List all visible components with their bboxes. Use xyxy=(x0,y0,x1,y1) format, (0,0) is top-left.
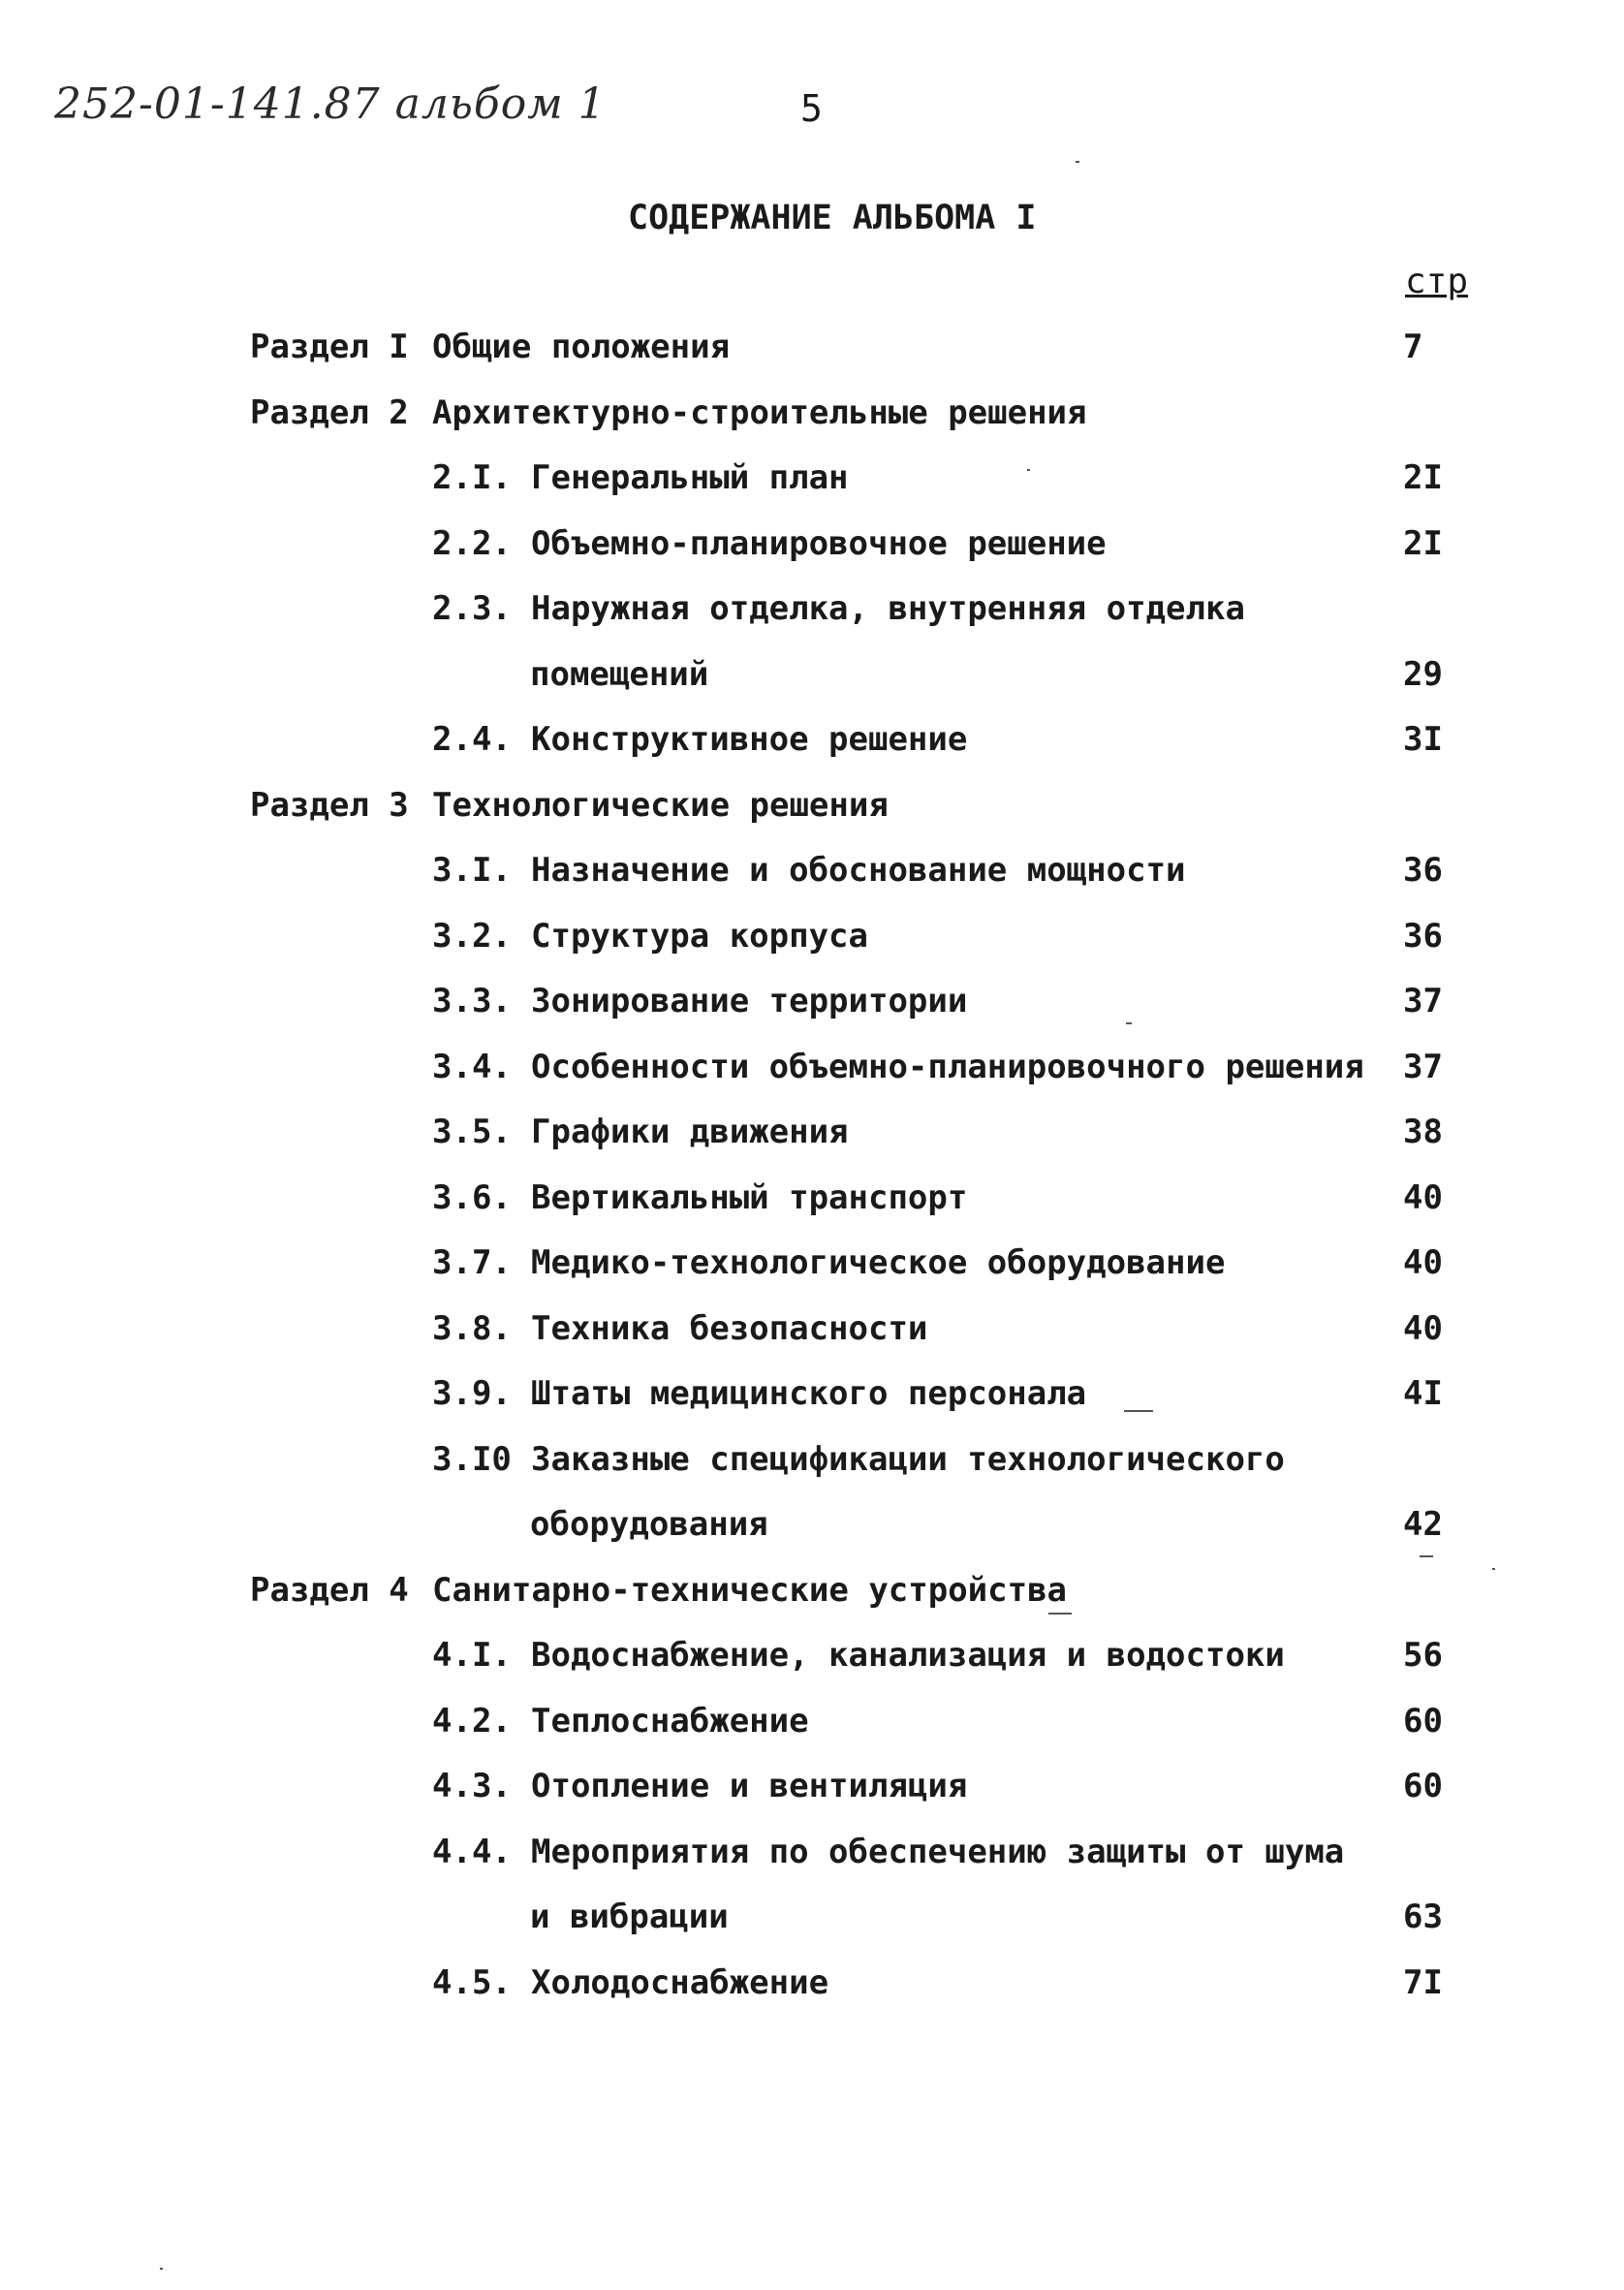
toc-item-row xyxy=(0,1178,1624,1221)
toc-item-title: Объемно-планировочное решение xyxy=(531,524,1107,563)
toc-item-row xyxy=(0,1636,1624,1678)
toc-item-title: Техника безопасности xyxy=(531,1309,928,1348)
page-number: 5 xyxy=(800,87,823,130)
toc-item-title-continued: и вибрации xyxy=(530,1898,729,1936)
toc-section-label: Раздел 2 xyxy=(250,393,409,432)
toc-section-title: Общие положения xyxy=(432,328,731,366)
toc-section-row xyxy=(0,328,1624,370)
toc-page-number: 42 xyxy=(1403,1505,1443,1544)
toc-item-title-continued: оборудования xyxy=(530,1505,768,1544)
toc-item-number: 2.3. xyxy=(432,589,512,628)
toc-page-number: 40 xyxy=(1403,1178,1443,1217)
handwritten-document-code: 252-01-141.87 альбом 1 xyxy=(54,79,607,129)
toc-page-number: 37 xyxy=(1403,982,1443,1020)
page-column-header: стр xyxy=(1405,262,1469,301)
toc-item-title: Особенности объемно-планировочного решения xyxy=(531,1048,1364,1086)
toc-item-row xyxy=(0,1113,1624,1155)
toc-item-number: 2.4. xyxy=(432,720,512,759)
toc-item-row xyxy=(0,589,1624,632)
toc-page-number: 38 xyxy=(1403,1113,1443,1151)
page-title: СОДЕРЖАНИЕ АЛЬБОМА I xyxy=(628,199,1037,237)
toc-item-title: Водоснабжение, канализация и водостоки xyxy=(531,1636,1285,1675)
toc-item-title-continued: помещений xyxy=(530,655,709,694)
toc-item-row xyxy=(0,1767,1624,1809)
toc-item-number: 3.5. xyxy=(432,1113,512,1151)
toc-section-title: Санитарно-технические устройства xyxy=(432,1571,1068,1610)
toc-item-title: Зонирование территории xyxy=(531,982,968,1020)
toc-item-number: 2.2. xyxy=(432,524,512,563)
toc-item-row xyxy=(0,524,1624,567)
toc-item-row xyxy=(0,851,1624,894)
toc-section-label: Раздел 4 xyxy=(250,1571,409,1610)
toc-item-title: Структура корпуса xyxy=(531,917,868,956)
toc-page-number: 60 xyxy=(1403,1702,1443,1741)
toc-page-number: 36 xyxy=(1403,851,1443,890)
toc-page-number: 2I xyxy=(1403,458,1443,497)
toc-item-title: Вертикальный транспорт xyxy=(531,1178,968,1217)
toc-page-number: 3I xyxy=(1403,720,1443,759)
toc-item-number: 4.5. xyxy=(432,1963,512,2002)
toc-section-label: Раздел I xyxy=(250,328,409,366)
toc-section-row xyxy=(0,786,1624,829)
toc-item-row xyxy=(0,1702,1624,1744)
toc-item-row xyxy=(0,458,1624,501)
toc-continuation-row xyxy=(0,1898,1624,1940)
toc-item-number: 2.I. xyxy=(432,458,512,497)
toc-item-number: 3.I0 xyxy=(432,1440,512,1479)
toc-item-row xyxy=(0,1833,1624,1875)
toc-item-number: 3.6. xyxy=(432,1178,512,1217)
toc-item-row xyxy=(0,1440,1624,1483)
toc-item-title: Отопление и вентиляция xyxy=(531,1767,968,1805)
toc-item-title: Холодоснабжение xyxy=(531,1963,829,2002)
toc-item-number: 4.4. xyxy=(432,1833,512,1871)
toc-item-row xyxy=(0,720,1624,763)
toc-item-row xyxy=(0,1374,1624,1417)
toc-item-row xyxy=(0,982,1624,1024)
toc-section-row xyxy=(0,393,1624,436)
toc-item-title: Теплоснабжение xyxy=(531,1702,809,1741)
toc-item-title: Штаты медицинского персонала xyxy=(531,1374,1087,1413)
toc-item-title: Мероприятия по обеспечению защиты от шума xyxy=(531,1833,1345,1871)
toc-page-number: 56 xyxy=(1403,1636,1443,1675)
toc-item-number: 3.3. xyxy=(432,982,512,1020)
toc-continuation-row xyxy=(0,655,1624,698)
toc-section-title: Архитектурно-строительные решения xyxy=(432,393,1087,432)
toc-item-number: 3.I. xyxy=(432,851,512,890)
toc-page-number: 40 xyxy=(1403,1309,1443,1348)
toc-page-number: 37 xyxy=(1403,1048,1443,1086)
toc-item-title: Заказные спецификации технологического xyxy=(531,1440,1285,1479)
toc-page-number: 63 xyxy=(1403,1898,1443,1936)
toc-item-row xyxy=(0,1048,1624,1090)
toc-item-number: 4.2. xyxy=(432,1702,512,1741)
toc-item-number: 4.3. xyxy=(432,1767,512,1805)
toc-item-number: 3.7. xyxy=(432,1243,512,1282)
toc-item-row xyxy=(0,1963,1624,2006)
toc-page-number: 7I xyxy=(1403,1963,1443,2002)
toc-item-number: 3.8. xyxy=(432,1309,512,1348)
toc-item-title: Генеральный план xyxy=(531,458,849,497)
toc-item-row xyxy=(0,1309,1624,1352)
toc-section-title: Технологические решения xyxy=(432,786,889,825)
toc-item-title: Графики движения xyxy=(531,1113,849,1151)
toc-page-number: 4I xyxy=(1403,1374,1443,1413)
toc-item-title: Медико-технологическое оборудование xyxy=(531,1243,1226,1282)
toc-item-number: 4.I. xyxy=(432,1636,512,1675)
toc-section-label: Раздел 3 xyxy=(250,786,409,825)
toc-item-row xyxy=(0,1243,1624,1286)
toc-page-number: 60 xyxy=(1403,1767,1443,1805)
toc-item-number: 3.9. xyxy=(432,1374,512,1413)
toc-item-number: 3.2. xyxy=(432,917,512,956)
toc-page-number: 2I xyxy=(1403,524,1443,563)
toc-item-title: Конструктивное решение xyxy=(531,720,968,759)
toc-item-number: 3.4. xyxy=(432,1048,512,1086)
toc-item-title: Наружная отделка, внутренняя отделка xyxy=(531,589,1245,628)
toc-item-title: Назначение и обоснование мощности xyxy=(531,851,1186,890)
toc-item-row xyxy=(0,917,1624,959)
toc-section-row xyxy=(0,1571,1624,1614)
toc-page-number: 29 xyxy=(1403,655,1443,694)
toc-page-number: 36 xyxy=(1403,917,1443,956)
toc-continuation-row xyxy=(0,1505,1624,1548)
toc-page-number: 7 xyxy=(1403,328,1423,366)
toc-page-number: 40 xyxy=(1403,1243,1443,1282)
